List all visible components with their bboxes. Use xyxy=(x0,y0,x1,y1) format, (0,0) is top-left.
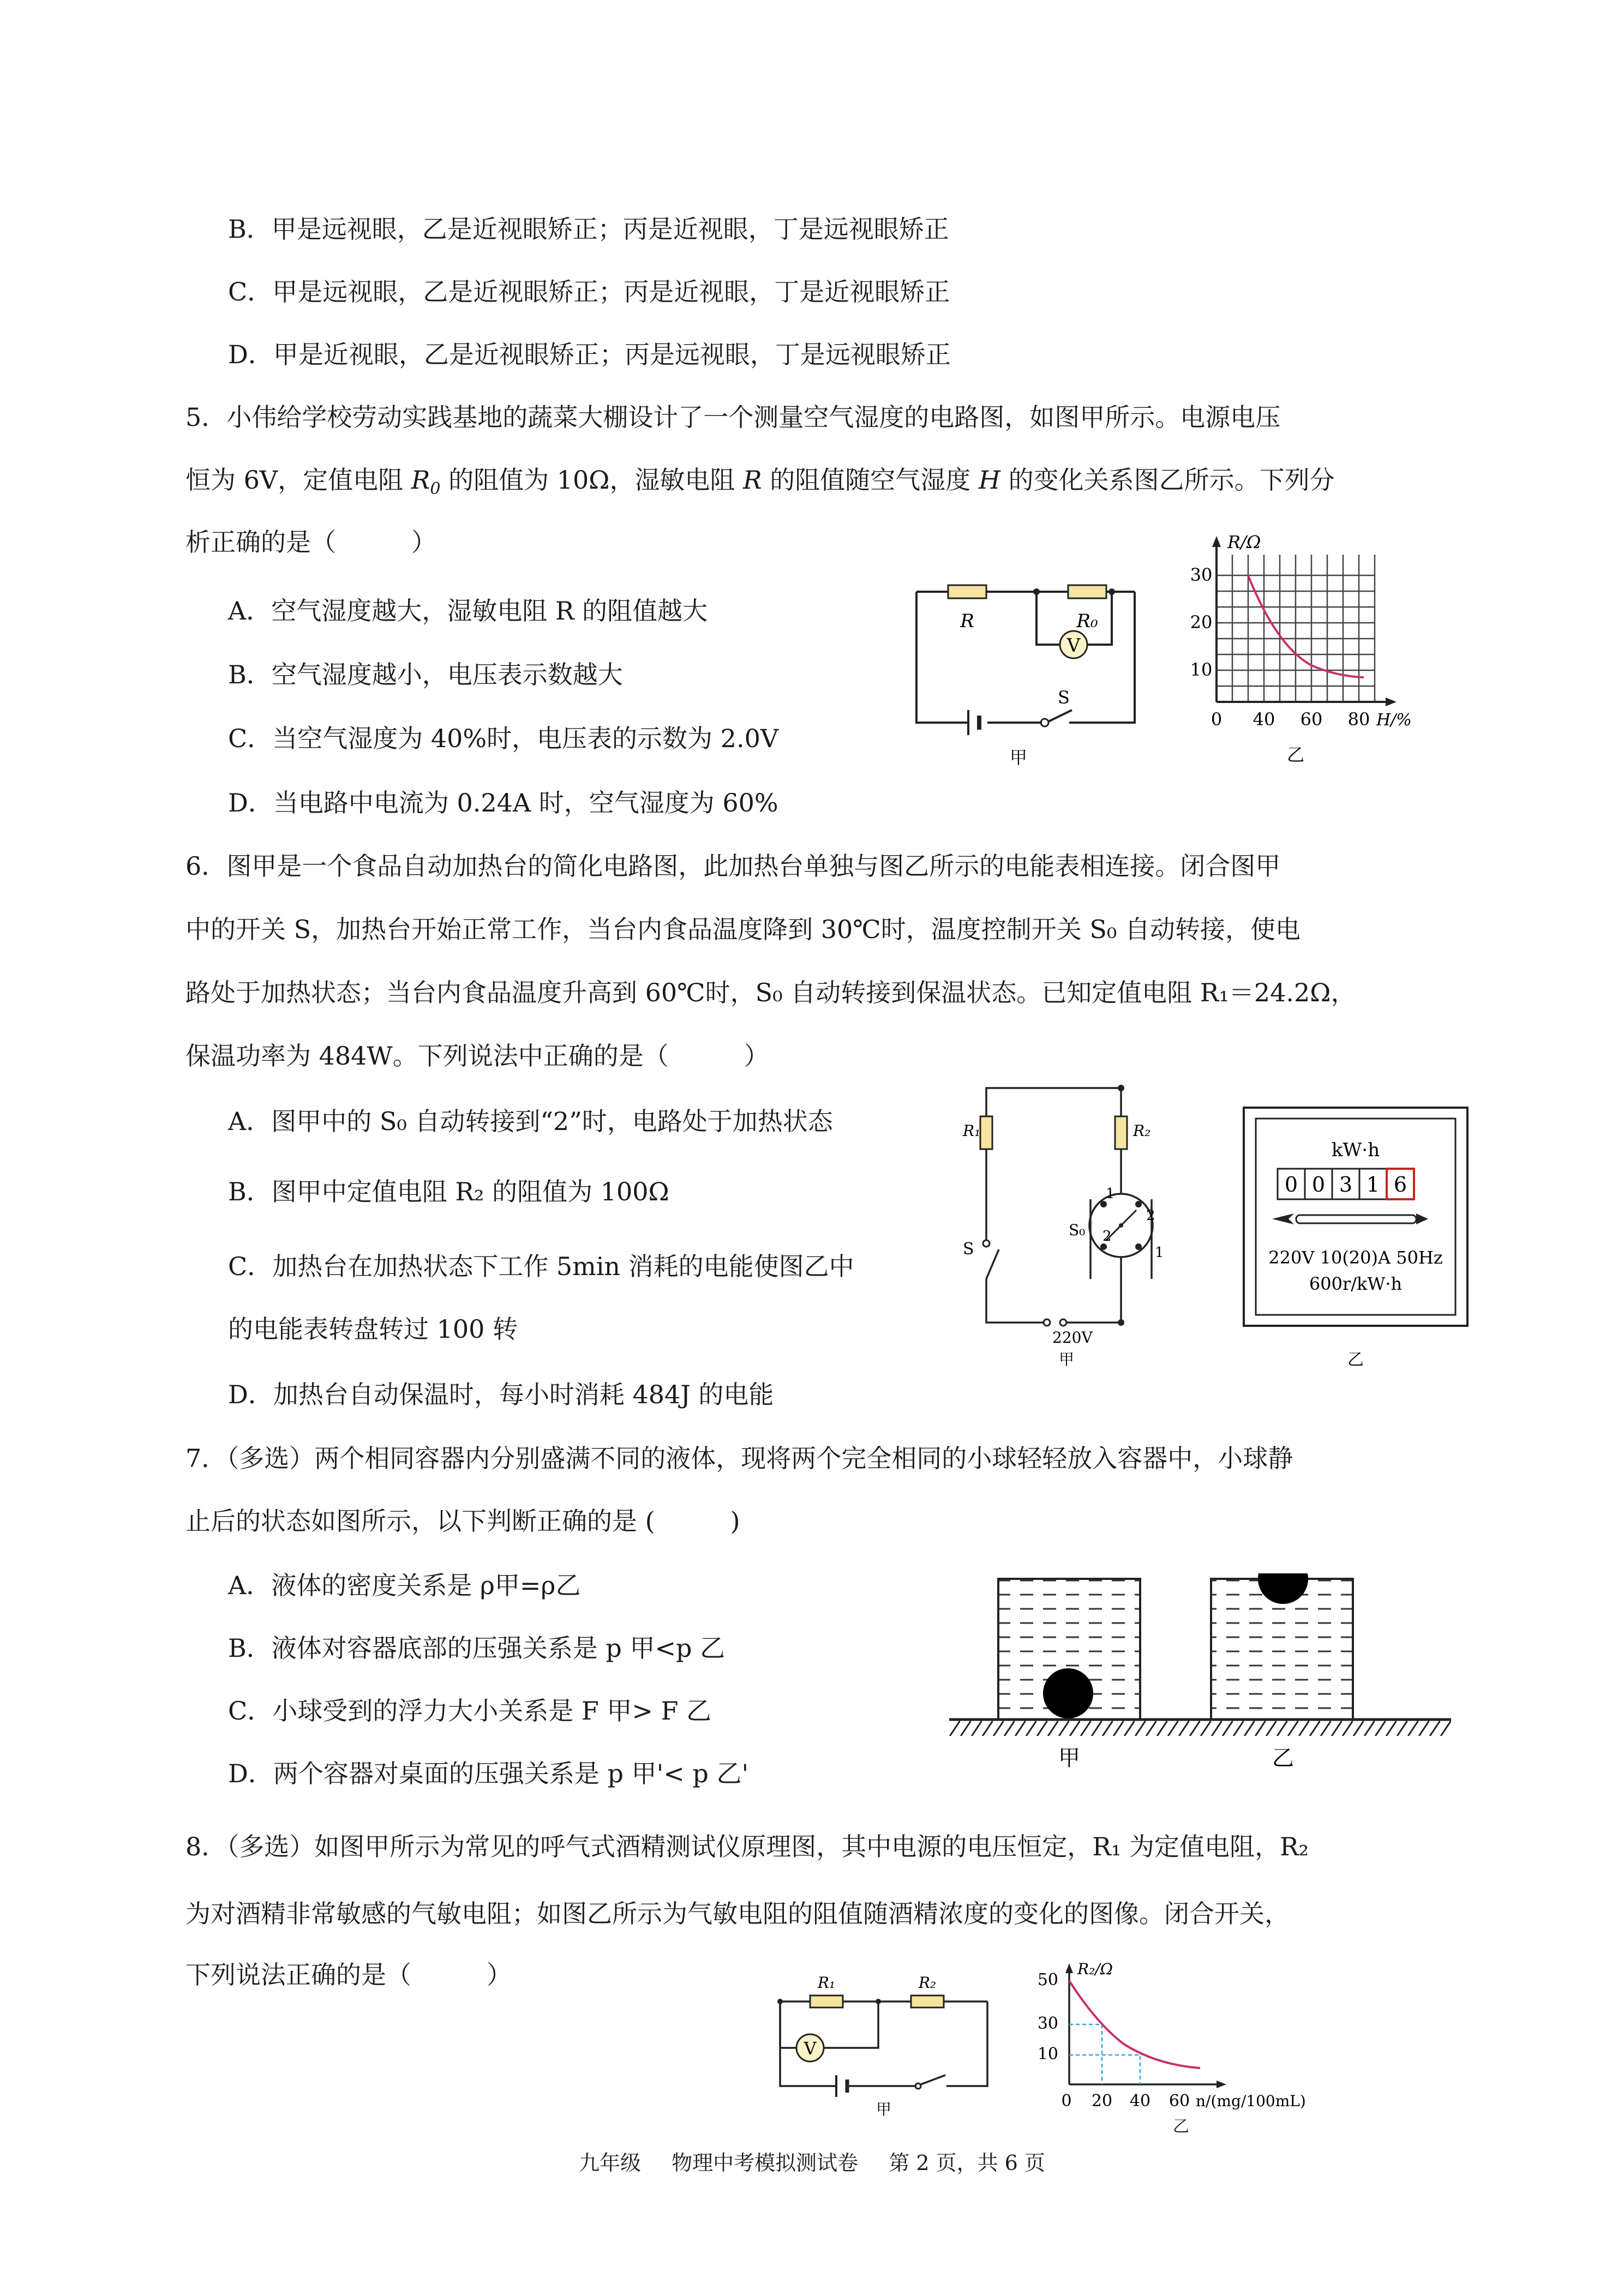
resistor-r2 xyxy=(911,1996,944,2008)
svg-text:乙: 乙 xyxy=(1286,744,1305,765)
q8-alcohol-tester-circuit xyxy=(772,1972,1001,2119)
svg-text:R: R xyxy=(960,610,974,632)
svg-text:60: 60 xyxy=(1168,2091,1190,2111)
q6-option-d: D．加热台自动保温时，每小时消耗 484J 的电能 xyxy=(228,1380,774,1409)
svg-text:220V: 220V xyxy=(1052,1329,1093,1347)
svg-text:V: V xyxy=(804,2038,817,2059)
ball-jia xyxy=(1043,1668,1093,1718)
svg-text:80: 80 xyxy=(1347,709,1370,730)
resistor-r1 xyxy=(810,1996,843,2008)
svg-text:甲: 甲 xyxy=(1059,1350,1075,1368)
svg-text:S: S xyxy=(1058,687,1070,708)
q5-option-d: D．当电路中电流为 0.24A 时，空气湿度为 60% xyxy=(228,788,778,818)
svg-text:n/(mg/100mL): n/(mg/100mL) xyxy=(1196,2092,1306,2110)
svg-text:10: 10 xyxy=(1037,2045,1058,2064)
q6-option-c-line2: 的电能表转盘转过 100 转 xyxy=(228,1314,518,1344)
q5-circuit-diagram xyxy=(906,567,1156,769)
svg-text:kW·h: kW·h xyxy=(1331,1139,1380,1161)
svg-text:R₁: R₁ xyxy=(963,1122,981,1140)
q8-stem-line1: 8．（多选）如图甲所示为常见的呼气式酒精测试仪原理图，其中电源的电压恒定，R₁ 为定值电阻，R₂ xyxy=(185,1832,1309,1861)
q5-stem-line2: 恒为 6V，定值电阻 $R_0$ 的阻值为 10Ω，湿敏电阻 R 的阻值随空气湿度 H 的变化关系图乙所示。下列分 xyxy=(185,465,1335,499)
svg-text:50: 50 xyxy=(1037,1970,1058,1990)
svg-text:H/%: H/% xyxy=(1376,711,1412,730)
q8-stem-line3: 下列说法正确的是（ ） xyxy=(185,1960,512,1990)
svg-text:R₂: R₂ xyxy=(1133,1122,1151,1140)
q7-option-b: B．液体对容器底部的压强关系是 p 甲<p 乙 xyxy=(228,1633,726,1663)
q7-option-d: D．两个容器对桌面的压强关系是 p 甲'< p 乙' xyxy=(228,1759,749,1788)
svg-text:2: 2 xyxy=(1146,1207,1155,1224)
q7-option-c: C．小球受到的浮力大小关系是 F 甲> F 乙 xyxy=(228,1696,712,1726)
svg-text:甲: 甲 xyxy=(876,2100,892,2118)
switch-s-icon xyxy=(986,1249,999,1279)
svg-text:2: 2 xyxy=(1102,1228,1112,1245)
svg-text:1: 1 xyxy=(1106,1186,1115,1202)
svg-text:40: 40 xyxy=(1253,709,1275,730)
svg-text:0: 0 xyxy=(1311,1173,1326,1197)
q4-option-c: C．甲是远视眼，乙是近视眼矫正；丙是近视眼，丁是近视眼矫正 xyxy=(228,277,950,306)
q8-graph-caption: 乙 xyxy=(1173,2117,1189,2136)
q5-stem-line3: 析正确的是（ ） xyxy=(185,527,436,557)
svg-text:S: S xyxy=(963,1240,974,1259)
footer-page-number: 第 2 页，共 6 页 xyxy=(889,2151,1045,2175)
q7-stem-line1: 7．（多选）两个相同容器内分别盛满不同的液体，现将两个完全相同的小球轻轻放入容器中，小球静 xyxy=(185,1444,1293,1473)
svg-text:1: 1 xyxy=(1155,1245,1164,1261)
resistor-r0 xyxy=(1068,585,1106,598)
q4-option-b: B．甲是远视眼，乙是近视眼矫正；丙是近视眼，丁是远视眼矫正 xyxy=(228,214,949,244)
q8-stem-line2: 为对酒精非常敏感的气敏电阻；如图乙所示为气敏电阻的阻值随酒精浓度的变化的图像。闭合开关， xyxy=(185,1899,1290,1928)
q7-containers-figure xyxy=(949,1573,1462,1792)
footer-title: 物理中考模拟测试卷 xyxy=(672,2151,859,2175)
q5-stem-line1: 5．小伟给学校劳动实践基地的蔬菜大棚设计了一个测量空气湿度的电路图，如图甲所示。电源电压 xyxy=(185,402,1281,432)
q6-stem-line2: 中的开关 S，加热台开始正常工作，当台内食品温度降到 30℃时，温度控制开关 S₀ 自动转接，使电 xyxy=(185,915,1301,944)
q4-option-d: D．甲是近视眼，乙是近视眼矫正；丙是远视眼，丁是远视眼矫正 xyxy=(228,340,951,369)
svg-text:乙: 乙 xyxy=(1272,1746,1294,1771)
svg-text:V: V xyxy=(1066,635,1081,657)
footer-grade: 九年级 xyxy=(579,2151,642,2175)
q5-option-c: C．当空气湿度为 40%时，电压表的示数为 2.0V xyxy=(228,724,779,753)
switch-icon xyxy=(921,2075,945,2084)
q6-option-a: A．图甲中的 S₀ 自动转接到“2”时，电路处于加热状态 xyxy=(228,1107,833,1136)
svg-text:甲: 甲 xyxy=(1009,747,1028,768)
svg-text:60: 60 xyxy=(1300,709,1323,730)
svg-text:40: 40 xyxy=(1129,2091,1151,2111)
svg-text:30: 30 xyxy=(1037,2014,1058,2033)
svg-text:R₁: R₁ xyxy=(817,1974,836,1992)
svg-text:1: 1 xyxy=(1366,1173,1380,1197)
svg-text:0: 0 xyxy=(1061,2091,1072,2111)
svg-text:600r/kW·h: 600r/kW·h xyxy=(1309,1273,1403,1294)
q7-stem-line2: 止后的状态如图所示，以下判断正确的是 ( ) xyxy=(185,1506,740,1536)
q6-stem-line4: 保温功率为 484W。下列说法中正确的是（ ） xyxy=(185,1041,769,1071)
svg-text:6: 6 xyxy=(1393,1173,1407,1197)
svg-text:甲: 甲 xyxy=(1058,1746,1080,1771)
svg-text:乙: 乙 xyxy=(1347,1350,1364,1369)
svg-text:R₂: R₂ xyxy=(918,1974,937,1992)
svg-text:0: 0 xyxy=(1284,1173,1298,1197)
svg-text:0: 0 xyxy=(1210,709,1223,730)
page-footer xyxy=(0,2146,1624,2176)
q5-option-a: A．空气湿度越大，湿敏电阻 R 的阻值越大 xyxy=(228,596,708,626)
svg-text:3: 3 xyxy=(1339,1173,1353,1197)
switch-icon xyxy=(1048,710,1072,722)
resistor-r1 xyxy=(980,1116,992,1149)
q5-option-b: B．空气湿度越小，电压表示数越大 xyxy=(228,660,623,689)
resistor-r2 xyxy=(1115,1116,1127,1149)
svg-text:20: 20 xyxy=(1190,612,1213,633)
svg-text:R₂/Ω: R₂/Ω xyxy=(1077,1960,1113,1978)
svg-text:R/Ω: R/Ω xyxy=(1227,532,1261,552)
q6-electricity-meter xyxy=(1238,1104,1473,1399)
q8-resistance-concentration-graph xyxy=(1036,1958,1375,2121)
q5-resistance-humidity-graph xyxy=(1173,532,1424,774)
q6-option-b: B．图甲中定值电阻 R₂ 的阻值为 100Ω xyxy=(228,1177,669,1206)
q6-stem-line1: 6．图甲是一个食品自动加热台的简化电路图，此加热台单独与图乙所示的电能表相连接。闭合图甲 xyxy=(185,851,1281,881)
svg-text:220V 10(20)A 50Hz: 220V 10(20)A 50Hz xyxy=(1268,1247,1443,1268)
q6-option-c-line1: C．加热台在加热状态下工作 5min 消耗的电能使图乙中 xyxy=(228,1252,854,1281)
q6-heater-circuit-diagram xyxy=(952,1077,1197,1393)
svg-text:R₀: R₀ xyxy=(1076,610,1098,632)
resistor-r xyxy=(948,585,986,598)
svg-text:10: 10 xyxy=(1190,659,1213,680)
q7-option-a: A．液体的密度关系是 ρ甲=ρ乙 xyxy=(228,1571,581,1600)
svg-text:30: 30 xyxy=(1190,564,1213,585)
q6-stem-line3: 路处于加热状态；当台内食品温度升高到 60℃时，S₀ 自动转接到保温状态。已知定值电阻 R₁＝24.2Ω， xyxy=(185,978,1356,1007)
svg-text:S₀: S₀ xyxy=(1069,1221,1086,1239)
svg-text:20: 20 xyxy=(1091,2091,1113,2111)
